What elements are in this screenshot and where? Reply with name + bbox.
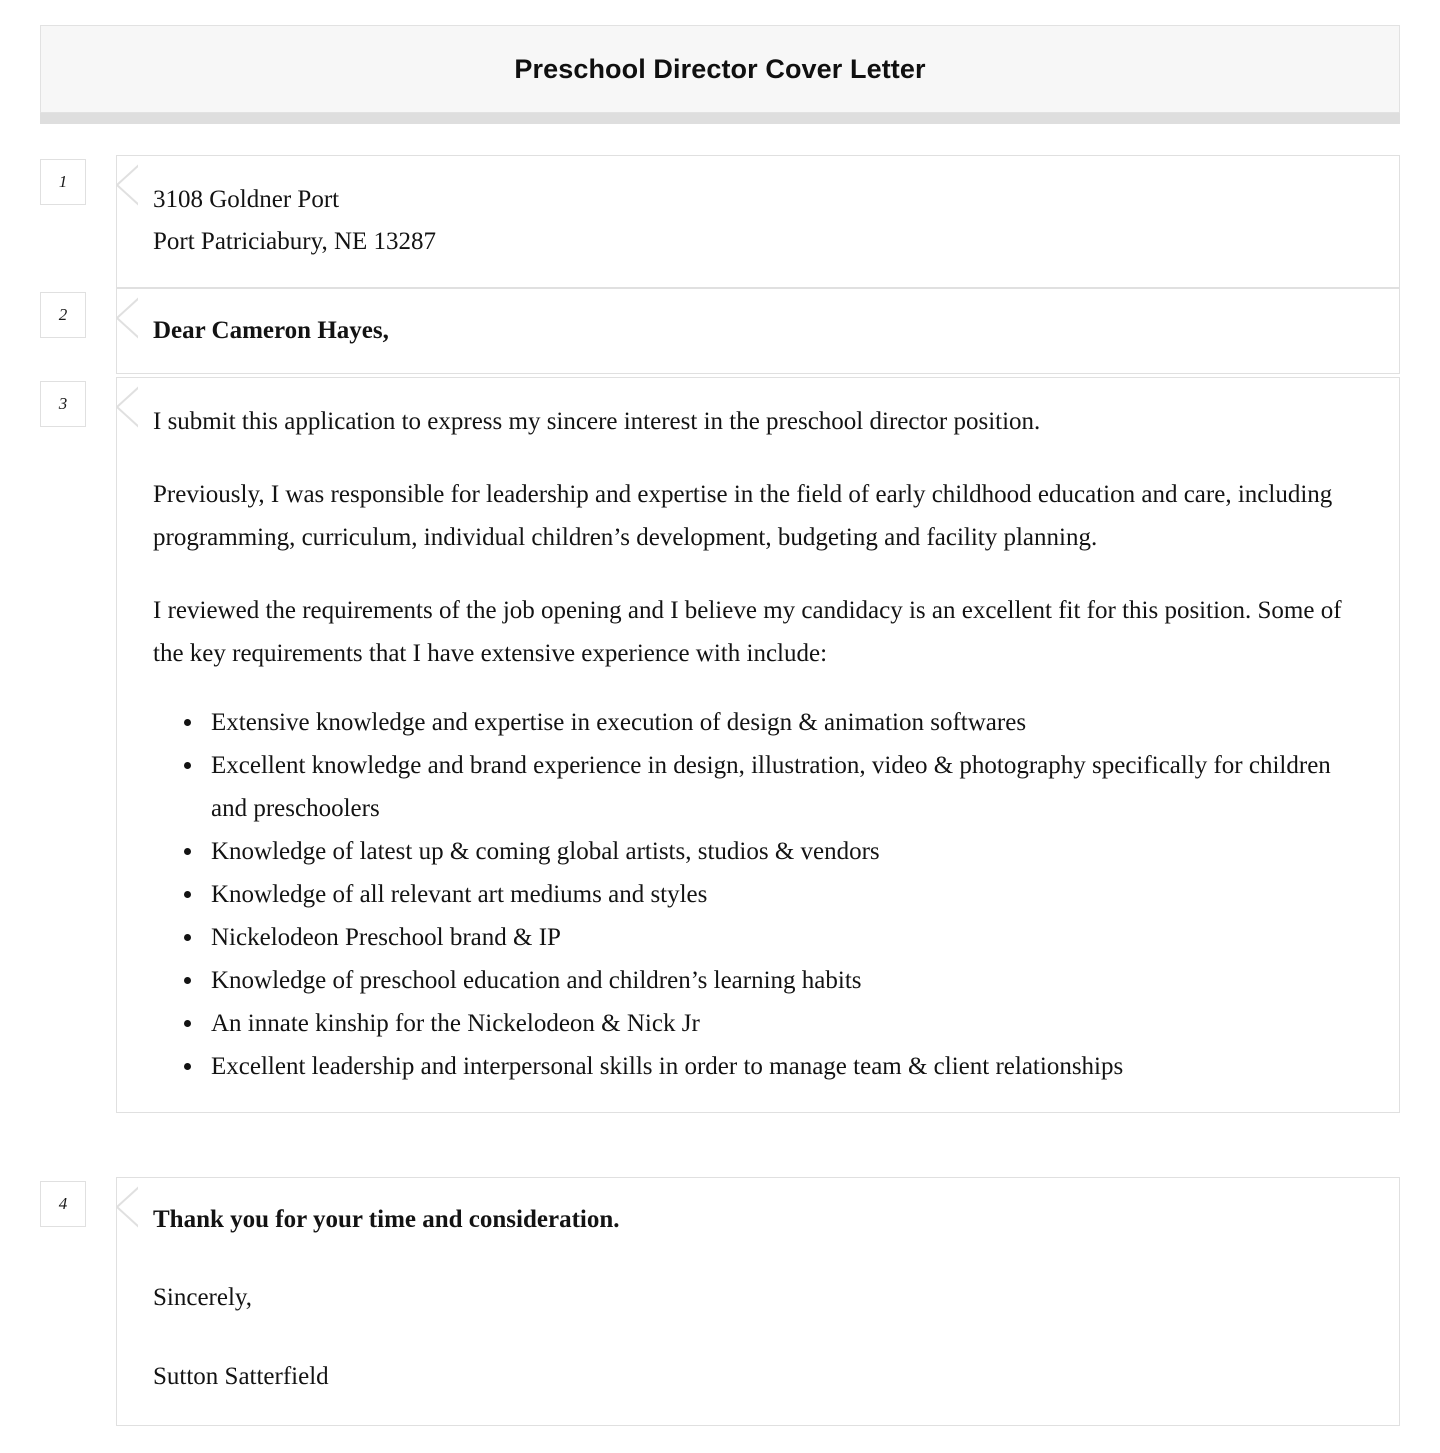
panel-notch-icon [116,386,139,426]
panel-notch-icon [116,1186,139,1226]
closing-signoff: Sincerely, [153,1284,253,1312]
page-title: Preschool Director Cover Letter [514,53,926,84]
salutation-text: Dear Cameron Hayes, [153,317,389,344]
requirement-item: • Knowledge of all relevant art mediums and styles [205,873,1369,916]
section-panel-3[interactable] [116,377,1400,1113]
section-number-2: 2 [40,292,86,338]
body-paragraph-2: Previously, I was responsible for leadership and expertise in the field of early childhood education and care, including programming, curriculum, individual children’s development, budgeting and facility planning. [153,481,1333,551]
requirement-item: • Excellent leadership and interpersonal skills in order to manage team & client relationships [205,1045,1369,1088]
section-panel-4[interactable] [116,1177,1400,1426]
requirement-item: • Extensive knowledge and expertise in execution of design & animation softwares [205,701,1369,744]
document-header [40,25,1400,124]
requirement-item: • An innate kinship for the Nickelodeon & Nick Jr [205,1002,1369,1045]
section-number-3: 3 [40,381,86,427]
closing-thanks: Thank you for your time and consideration. [153,1206,620,1233]
panel-notch-icon [116,297,139,337]
body-paragraph-3: I reviewed the requirements of the job opening and I believe my candidacy is an excellent fit for this position. Some of the key requirements that I have extensive experience with include: [153,597,1342,667]
closing-signature: Sutton Satterfield [153,1362,329,1390]
header-shadow-band [40,113,1400,124]
requirement-item: • Knowledge of preschool education and children’s learning habits [205,959,1369,1002]
document-header-box [40,25,1400,113]
body-paragraph-1: I submit this application to express my sincere interest in the preschool director position. [153,408,1041,435]
section-letter-body [40,377,1400,1113]
section-number-4: 4 [40,1181,86,1227]
section-sender-address [40,155,1400,288]
requirement-item: • Nickelodeon Preschool brand & IP [205,916,1369,959]
address-line-2: Port Patriciabury, NE 13287 [153,228,437,256]
section-panel-2[interactable] [116,288,1400,374]
requirement-item: • Excellent knowledge and brand experience in design, illustration, video & photography specifically for children and preschoolers [205,744,1369,830]
requirements-list [153,701,1369,1088]
panel-notch-icon [116,164,139,204]
requirement-item: • Knowledge of latest up & coming global artists, studios & vendors [205,830,1369,873]
section-closing [40,1177,1400,1426]
section-panel-1[interactable] [116,155,1400,288]
address-line-1: 3108 Goldner Port [153,186,340,213]
section-number-1: 1 [40,159,86,205]
section-salutation [40,288,1400,374]
